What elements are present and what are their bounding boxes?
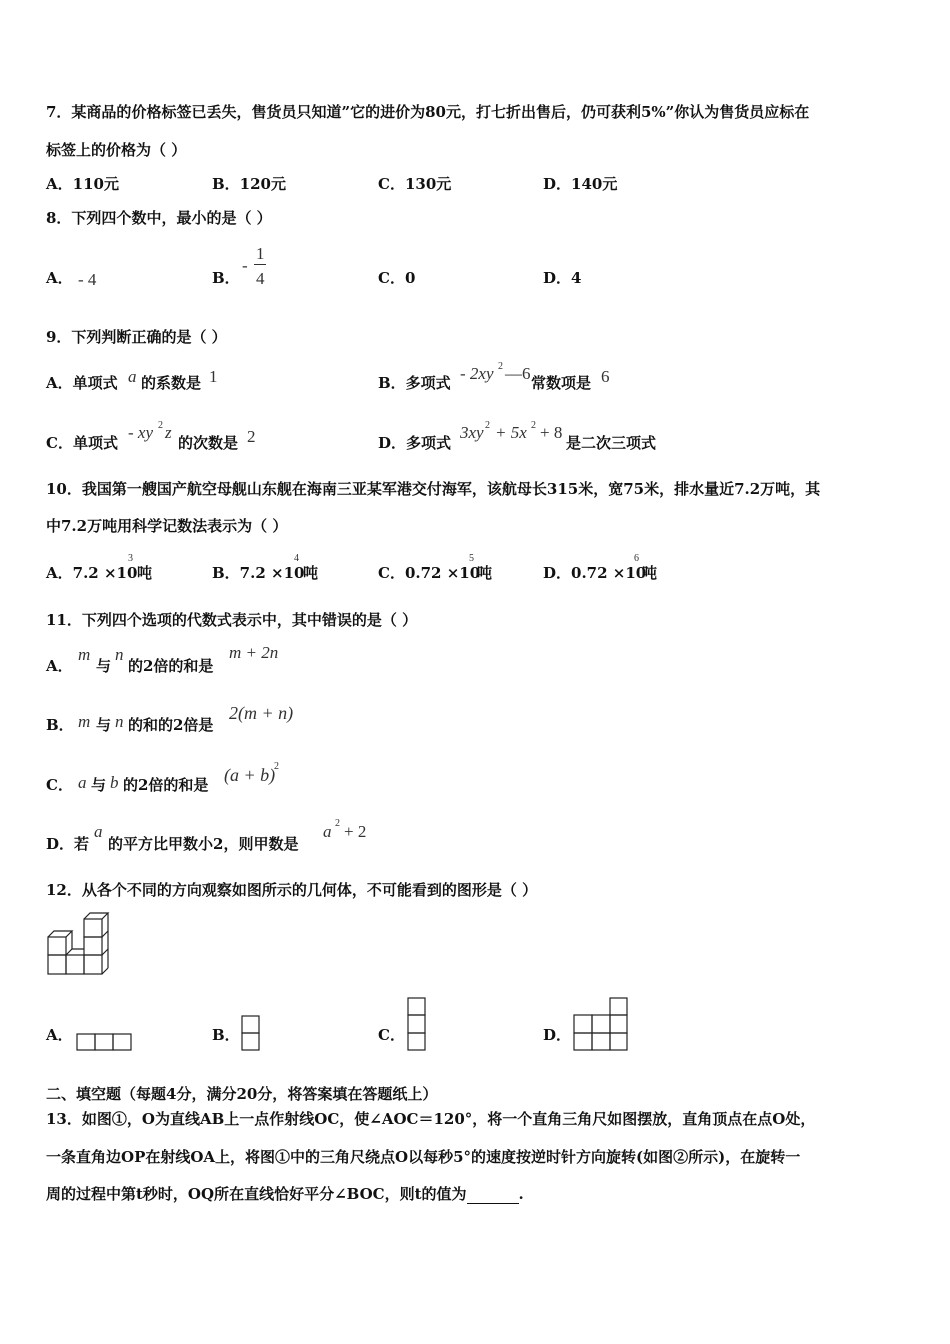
q9-a-var: a [128, 367, 137, 386]
q9-c-label: C．单项式 [46, 434, 118, 452]
q9-c-sup: 2 [158, 420, 163, 431]
q7-option-d: D．140元 [543, 175, 618, 193]
q11-b-m: m [78, 712, 91, 731]
q8-option-b-numerator: 1 [256, 244, 265, 263]
q13-line3-text: 周的过程中第t秒时，OQ所在直线恰好平分∠BOC，则t的值为 [46, 1185, 467, 1203]
section-heading: 二、填空题（每题4分，满分20分，将答案填在答题纸上） [46, 1085, 438, 1103]
q9-c-z: z [165, 423, 172, 442]
q10-option-d: D．0.72 ×10 [543, 564, 647, 582]
q8-option-c: C．0 [378, 269, 416, 287]
q9-b-mid: 常数项是 [531, 374, 592, 392]
q8-option-b-denominator: 4 [256, 269, 265, 288]
q10-option-d-exp: 6 [634, 553, 639, 564]
q11-c-label: C． [46, 776, 73, 794]
q11-d-a: a [94, 822, 103, 841]
q13-answer-blank [467, 1189, 519, 1204]
q9-b-label: B．多项式 [378, 374, 451, 392]
q12-option-d-label: D． [543, 1026, 572, 1044]
q12-option-b-label: B． [212, 1026, 240, 1044]
q11-b-and: 与 [96, 716, 112, 734]
q10-option-c-exp: 5 [469, 553, 474, 564]
q11-b-expr: 2(m + n) [229, 703, 294, 723]
q12-stem: 12．从各个不同的方向观察如图所示的几何体，不可能看到的图形是（ ） [46, 881, 538, 899]
q10-stem-line2: 中7.2万吨用科学记数法表示为（ ） [46, 517, 288, 535]
q11-b-label: B． [46, 716, 74, 734]
q11-c-mid: 的2倍的和是 [123, 776, 209, 794]
q9-b-tail: —6 [505, 364, 531, 383]
q9-d-expr2: + 5x [495, 423, 527, 442]
q7-stem-line1: 7．某商品的价格标签已丢失，售货员只知道”它的进价为80元，打七折出售后，仍可获利5%”你认为售货员应标在 [46, 103, 810, 121]
q13-line3-end: . [518, 1185, 524, 1203]
q11-c-sup: 2 [274, 761, 279, 772]
q9-c-val: 2 [247, 427, 256, 446]
q10-option-b-exp: 4 [294, 553, 299, 564]
q11-c-expr: (a + b) [224, 765, 276, 785]
q9-d-sup1: 2 [485, 420, 490, 431]
q9-d-expr3: + 8 [540, 423, 563, 442]
q9-c-mid: 的次数是 [178, 434, 239, 452]
q12-option-c-label: C． [378, 1026, 405, 1044]
q11-stem: 11．下列四个选项的代数式表示中，其中错误的是（ ） [46, 611, 418, 629]
q11-a-expr: m + 2n [229, 643, 279, 662]
q8-stem: 8．下列四个数中，最小的是（ ） [46, 209, 272, 227]
q9-b-expr: - 2xy [460, 364, 494, 383]
q11-c-a: a [78, 773, 87, 792]
q10-option-c: C．0.72 ×10 [378, 564, 481, 582]
q10-option-a-unit: 吨 [137, 564, 153, 582]
q9-a-mid: 的系数是 [141, 374, 202, 392]
q11-a-mid: 的2倍的和是 [128, 657, 214, 675]
q11-d-expr-a: a [323, 822, 332, 841]
q12-option-a-label: A． [46, 1026, 73, 1044]
q9-a-label: A．单项式 [46, 374, 118, 392]
q11-c-and: 与 [91, 776, 107, 794]
q11-b-mid: 的和的2倍是 [128, 716, 214, 734]
q11-a-label: A． [46, 657, 73, 675]
q10-option-a-exp: 3 [128, 553, 133, 564]
q10-option-d-unit: 吨 [642, 564, 658, 582]
q7-stem-line2: 标签上的价格为（ ） [46, 141, 187, 159]
q13-line2: 一条直角边OP在射线OA上，将图①中的三角尺绕点O以每秒5°的速度按逆时针方向旋转(如图②所示)，在旋转一 [46, 1148, 801, 1166]
q11-d-label: D．若 [46, 835, 90, 853]
q8-option-b-label: B． [212, 269, 240, 287]
q9-a-val: 1 [209, 367, 218, 386]
q10-option-a: A．7.2 ×10 [46, 564, 138, 582]
q8-option-b-sign: - [242, 256, 248, 275]
q11-d-expr-tail: + 2 [344, 822, 367, 841]
q7-option-a: A．110元 [46, 175, 119, 193]
q11-c-b: b [110, 773, 119, 792]
q10-option-c-unit: 吨 [477, 564, 493, 582]
q10-option-b-unit: 吨 [303, 564, 319, 582]
q13-line1: 13．如图①，O为直线AB上一点作射线OC，使∠AOC＝120°，将一个直角三角尺如图摆放，直角顶点在点O处， [46, 1110, 816, 1128]
q8-option-a-label: A． [46, 269, 73, 287]
q11-d-mid: 的平方比甲数小2，则甲数是 [108, 835, 299, 853]
q9-stem: 9．下列判断正确的是（ ） [46, 328, 227, 346]
q11-a-n: n [115, 645, 124, 664]
q8-option-a-math: - 4 [78, 270, 97, 289]
q7-option-b: B．120元 [212, 175, 286, 193]
q9-d-sup2: 2 [531, 420, 536, 431]
q11-b-n: n [115, 712, 124, 731]
q10-option-b: B．7.2 ×10 [212, 564, 305, 582]
q11-a-m: m [78, 645, 91, 664]
q9-b-sup: 2 [498, 361, 503, 372]
q11-a-and: 与 [96, 657, 112, 675]
q9-d-label: D．多项式 [378, 434, 452, 452]
q8-option-d: D．4 [543, 269, 582, 287]
q13-line3 [46, 1184, 524, 1204]
q10-stem-line1: 10．我国第一艘国产航空母舰山东舰在海南三亚某军港交付海军，该航母长315米，宽75米，排水量近7.2万吨，其 [46, 480, 821, 498]
q9-c-expr: - xy [128, 423, 154, 442]
q9-d-expr1: 3xy [460, 423, 484, 442]
q9-b-val: 6 [601, 367, 610, 386]
q11-d-sup: 2 [335, 818, 340, 829]
q7-option-c: C．130元 [378, 175, 452, 193]
q9-d-mid: 是二次三项式 [566, 434, 657, 452]
